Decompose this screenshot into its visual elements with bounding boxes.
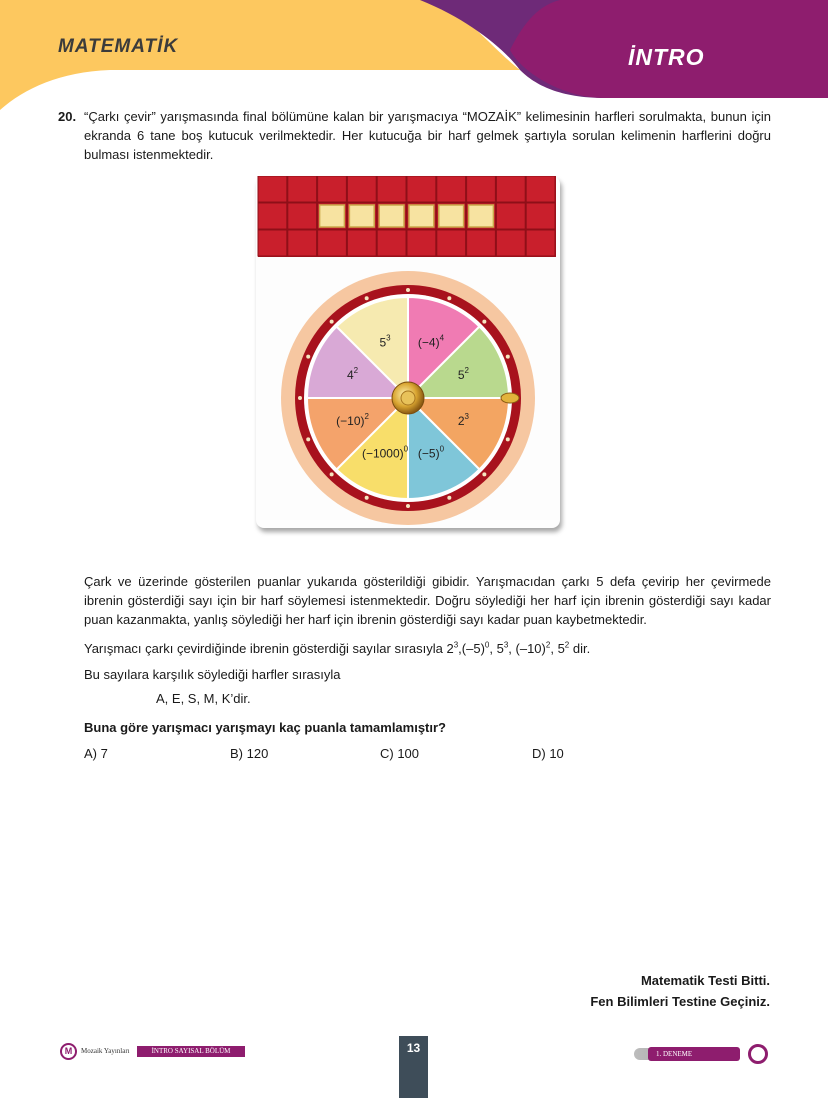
rim-dot [406,288,410,292]
sequence-exponent: 0 [484,640,490,650]
wheel-segment-label: $4^2$ [346,366,359,383]
page-number: 13 [406,1041,421,1055]
wheel-segment-label: $2^3$ [457,411,470,428]
rim-dot [447,296,451,300]
letter-box [469,205,494,227]
sequence-exponent: 2 [545,640,551,650]
wheel-hub-center [401,391,415,405]
rim-dot [330,472,334,476]
sequence-value: $5^3$ [496,640,509,656]
publisher-logo-letter: M [64,1046,73,1056]
section-tag: İNTRO SAYISAL BÖLÜM [137,1046,245,1057]
letter-box [379,205,404,227]
sequence-value: $2^3$ [446,640,459,656]
board-tile [318,230,347,256]
question-text: “Çarkı çevir” yarışmasında final bölümüne kalan bir yarışmacıya “MOZAİK” kelimesinin harfleri sorulmakta, bunun için ekranda 6 tane boş kutucuk verilmektedir. Her kutucuğa bir harf gelmek şartıyla sorulan kelimenin harflerini doğru bulması istenmektedir. [84,109,771,162]
option-c[interactable]: C) 100 [380,746,420,761]
test-end-note: Matematik Testi Bitti. [640,973,770,988]
board-tile [407,230,436,256]
wheel-segment-exponent: 3 [386,333,391,343]
question-prompt: Buna göre yarışmacı yarışmayı kaç puanla tamamlamıştır? [84,720,447,735]
wheel-segment-exponent: 2 [353,366,359,376]
board-tile [496,230,525,256]
sequence-separator: , [508,641,516,656]
wheel-segment-exponent: 2 [364,411,369,421]
board-tile [288,203,317,229]
spin-wheel [281,271,535,525]
paragraph-rules: Çark ve üzerinde gösterilen puanlar yukarıda gösterildiği gibidir. Yarışmacıdan çarkı 5 defa çevirip her çevirmede ibrenin gösterdiği sayı için bir harf söylemesi istenmektedir. Doğru söylediği her harf için ibrenin gösterdiği sayı kadar puan kazanmakta, yanlış söylediği her harf için ibrenin gösterdiği sayı kadar puan kaybetmektedir. [84,574,771,627]
wheel-segment-exponent: 2 [464,366,470,376]
board-tile [347,176,376,202]
board-tile [496,203,525,229]
rim-dot [506,437,510,441]
publisher-name: Mozaik Yayınları [81,1047,130,1055]
rim-dot [298,396,302,400]
rim-dot [506,355,510,359]
board-tile [347,230,376,256]
rim-dot [406,504,410,508]
wheel-segment-exponent: 4 [439,333,445,343]
sequence-exponent: 3 [453,640,459,650]
board-tile [437,176,466,202]
sequence-values [446,641,569,656]
wheel-segment-exponent: 0 [439,444,445,454]
sequence-exponent: 2 [564,640,570,650]
letter-board [258,176,556,257]
paragraph-sequence [84,639,771,658]
letter-box [439,205,464,227]
wheel-pointer-icon [501,393,519,403]
letters-answer: A, E, S, M, K’dir. [156,691,251,706]
rim-dot [365,496,369,500]
rim-dot [330,320,334,324]
exam-label: 1. DENEME [648,1047,740,1061]
board-tile [526,176,555,202]
rim-dot [447,496,451,500]
board-tile [526,230,555,256]
board-tile [526,203,555,229]
board-tile [258,203,287,229]
option-b[interactable]: B) 120 [230,746,269,761]
board-tile [288,176,317,202]
game-board-illustration [256,176,560,528]
series-title: İNTRO [628,44,705,70]
board-tile [496,176,525,202]
sequence-prefix: Yarışmacı çarkı çevirdiğinde ibrenin gösterdiği sayılar sırasıyla [84,641,447,656]
letter-box [320,205,345,227]
wheel-segment-exponent: 3 [464,411,470,421]
wheel-segment-label: $(-4)^4$ [417,333,445,350]
option-d[interactable]: D) 10 [532,746,564,761]
wheel-segment-label: $(-5)^0$ [417,444,445,461]
question-number: 20. [58,109,77,124]
sequence-separator: , [458,641,462,656]
paragraph-letters-intro: Bu sayılara karşılık söylediği harfler sırasıyla [84,667,341,682]
sequence-value: $(-10)^2$ [515,640,551,656]
sequence-separator: , [550,641,558,656]
sequence-suffix: dir. [569,641,591,656]
wheel-segment-label: $5^2$ [457,366,470,383]
board-tile [258,230,287,256]
rim-dot [482,320,486,324]
option-a[interactable]: A) 7 [84,746,108,761]
next-test-note: Fen Bilimleri Testine Geçiniz. [590,994,770,1009]
sequence-exponent: 3 [503,640,509,650]
letter-box [409,205,434,227]
board-tile [258,176,287,202]
board-tile [318,176,347,202]
rim-dot [365,296,369,300]
rim-dot [306,355,310,359]
publisher-logo-icon [60,1043,77,1060]
board-tile [437,230,466,256]
exam-ring-icon [748,1044,768,1064]
wheel-segment-exponent: 0 [403,444,409,454]
sequence-separator: , [489,641,497,656]
wheel-segment-label: $(-1000)^0$ [361,444,409,461]
letter-box [349,205,374,227]
rim-dot [482,472,486,476]
board-tile [407,176,436,202]
sequence-value: $(-5)^0$ [461,640,490,656]
board-tile [467,176,496,202]
board-tile [377,176,406,202]
subject-title: MATEMATİK [58,36,179,57]
wheel-segment-label: $(-10)^2$ [336,411,369,428]
rim-dot [306,437,310,441]
board-tile [467,230,496,256]
board-tile [288,230,317,256]
sequence-value: $5^2$ [557,640,570,656]
wheel-segment-label: $5^3$ [379,333,391,350]
board-tile [377,230,406,256]
